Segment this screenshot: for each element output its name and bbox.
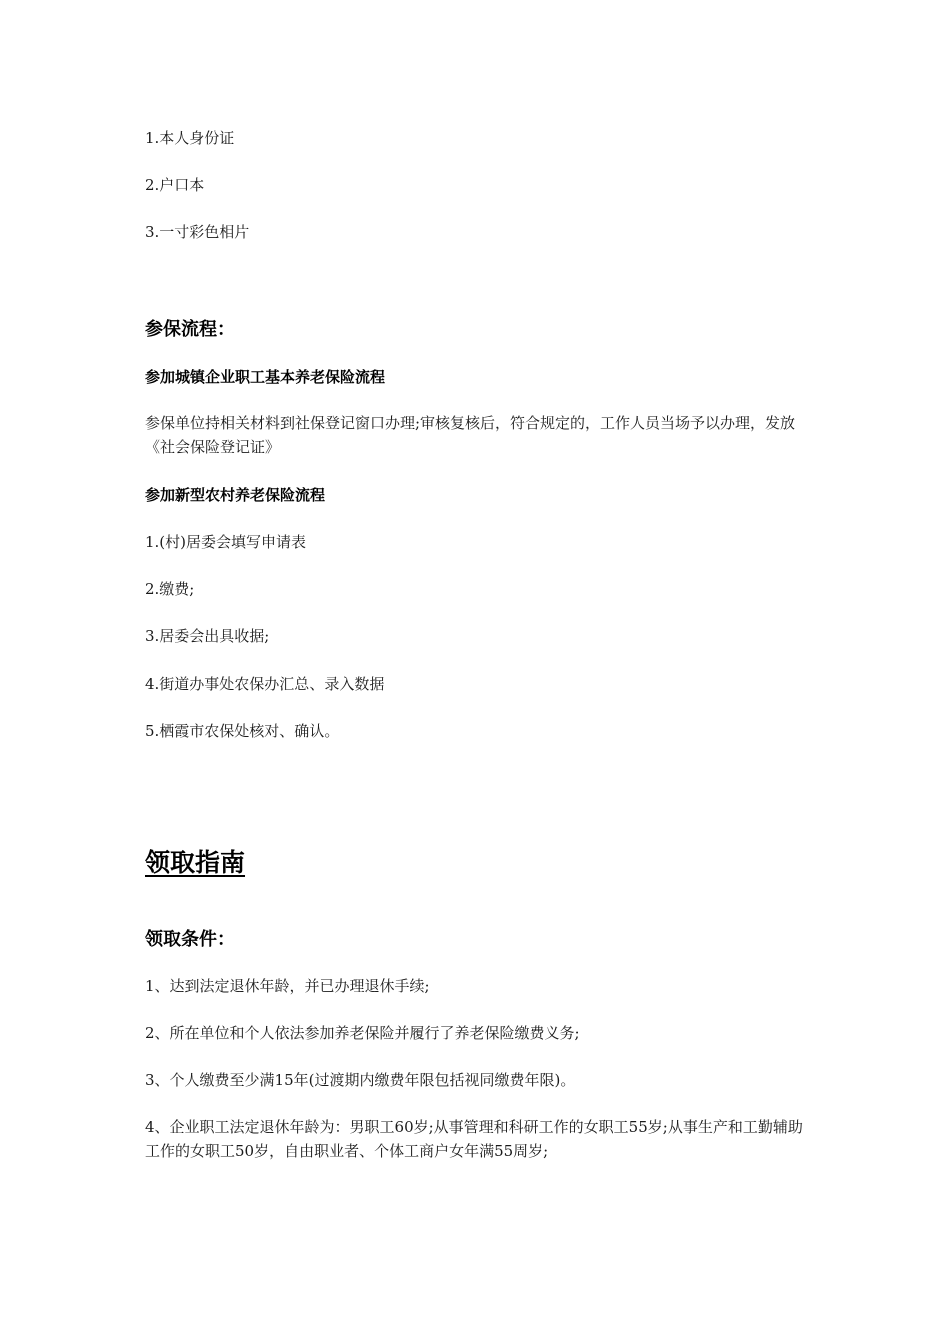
claim-guide-title: 领取指南 (145, 848, 246, 877)
rural-process-step: 5.栖霞市农保处核对、确认。 (145, 722, 340, 740)
rural-process-step: 1.(村)居委会填写申请表 (145, 533, 307, 551)
claim-conditions-heading: 领取条件： (145, 929, 235, 950)
material-item: 2.户口本 (145, 176, 205, 194)
claim-condition: 3、个人缴费至少满15年(过渡期内缴费年限包括视同缴费年限)。 (145, 1071, 576, 1089)
rural-process-step: 3.居委会出具收据; (145, 627, 270, 645)
enroll-process-heading: 参保流程： (145, 319, 235, 340)
claim-condition: 2、所在单位和个人依法参加养老保险并履行了养老保险缴费义务; (145, 1024, 580, 1042)
claim-condition: 4、企业职工法定退休年龄为：男职工60岁;从事管理和科研工作的女职工55岁;从事生产和工勤辅助工作的女职工50岁，自由职业者、个体工商户女年满55周岁; (145, 1118, 803, 1160)
material-item: 3.一寸彩色相片 (145, 223, 250, 241)
rural-process-step: 2.缴费; (145, 580, 195, 598)
urban-process-body: 参保单位持相关材料到社保登记窗口办理;审核复核后，符合规定的，工作人员当场予以办理，发放《社会保险登记证》 (145, 414, 796, 456)
material-item: 1.本人身份证 (145, 129, 235, 147)
rural-process-heading: 参加新型农村养老保险流程 (145, 486, 326, 504)
urban-process-heading: 参加城镇企业职工基本养老保险流程 (145, 368, 386, 386)
claim-condition: 1、达到法定退休年龄，并已办理退休手续; (145, 977, 430, 995)
rural-process-step: 4.街道办事处农保办汇总、录入数据 (145, 675, 385, 693)
